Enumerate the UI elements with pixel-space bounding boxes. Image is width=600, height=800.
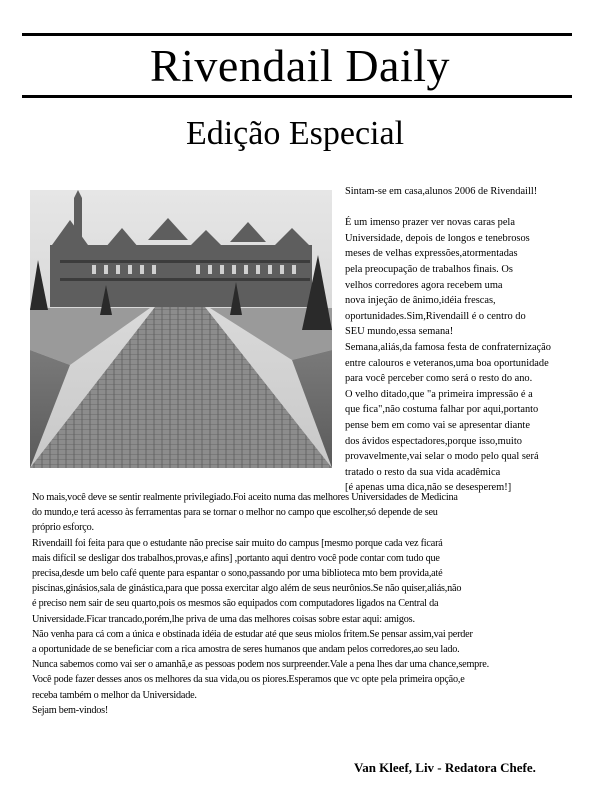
body-line: é preciso nem sair de seu quarto,pois os mesmos são equipados com computadores ligados na Central da [32, 598, 439, 610]
body-line: a oportunidade de se beneficiar com a rica amostra de seres humanos que andam pelos corredores,ao seu lado. [32, 644, 460, 656]
body-line: Nunca sabemos como vai ser o amanhã,e as pessoas podem nos surpreender.Vale a pena lhes dar uma chance,sempre. [32, 659, 489, 671]
intro-line: tratado o resto da sua vida acadêmica [345, 466, 501, 478]
intro-line: velhos corredores agora recebem uma [345, 279, 503, 291]
masthead-top-rule [22, 33, 572, 36]
intro-column [345, 184, 595, 496]
intro-line: [é apenas uma dica,não se desesperem!] [345, 482, 512, 494]
body-line: Rivendaill foi feita para que o estudante não precise sair muito do campus [mesmo porque cada vez ficará [32, 537, 443, 549]
intro-line: SEU mundo,essa semana! [345, 326, 454, 338]
intro-line: que fica",não costuma falhar por aqui,portanto [345, 404, 539, 416]
intro-line: meses de velhas expressões,atormentadas [345, 248, 518, 260]
intro-line: provavelmente,vai selar o modo pelo qual será [345, 451, 539, 463]
body-line: receba também o melhor da Universidade. [32, 689, 197, 701]
intro-line: Universidade, depois de longos e tenebrosos [345, 232, 530, 244]
body-line: mais difícil se desligar dos trabalhos,provas,e afins] ,portanto aqui dentro você pode contar com tudo que [32, 552, 440, 564]
intro-line: O velho ditado,que "a primeira impressão é a [345, 388, 533, 400]
body-line: Sejam bem-vindos! [32, 704, 109, 716]
intro-line: pela preocupação de trabalhos finais. Os [345, 263, 513, 275]
body-line: No mais,você deve se sentir realmente privilegiado.Foi aceito numa das melhores Universidades de Medicina [32, 492, 458, 503]
intro-line: nova injeção de ânimo,idéia frescas, [345, 295, 496, 307]
intro-line: Semana,aliás,da famosa festa de confraternização [345, 341, 551, 353]
intro-line: para você perceber como será o resto do ano. [345, 373, 533, 385]
body-line: precisa,desde um belo café quente para espantar o sono,passando por uma biblioteca mto bem provida,até [32, 568, 443, 580]
body-line: piscinas,ginásios,sala de ginástica,para que possa exercitar algo além de seus neurônios.Se não quiser,aliás,não [32, 583, 462, 595]
intro-line: Sintam-se em casa,alunos 2006 de Rivendaill! [345, 186, 538, 197]
intro-spacer [345, 200, 595, 216]
author-signature: Van Kleef, Liv - Redatora Chefe. [354, 760, 536, 775]
body-line: Universidade.Ficar trancado,porém,lhe priva de uma das melhores coisas sobre estar aqui: amigos. [32, 613, 415, 625]
body-line: Não venha para cá com a única e obstinada idéia de estudar até que seus miolos fritem.Se pensar assim,vai perder [32, 628, 473, 640]
edition-subtitle: Edição Especial [185, 115, 405, 152]
intro-line: oportunidades.Sim,Rivendaill é o centro do [345, 310, 526, 322]
castle-courtyard-photo [30, 190, 332, 468]
intro-line: dos ávidos espectadores,porque isso,muito [345, 435, 522, 447]
body-line: Você pode fazer desses anos os melhores da sua vida,ou os piores.Esperamos que vc opte pela primeira opção,e [32, 674, 465, 686]
intro-line: É um imenso prazer ver novas caras pela [345, 217, 515, 229]
masthead-bottom-rule [22, 95, 572, 98]
body-line: próprio esforço. [32, 522, 94, 534]
intro-line: pense bem em como vai se apresentar diante [345, 419, 530, 431]
article-body [32, 490, 600, 718]
body-line: do mundo,e terá acesso às ferramentas para se tornar o melhor no campo que escolher,só depende de seu [32, 507, 438, 519]
intro-line: entre calouros e veteranos,uma boa oportunidade [345, 357, 549, 369]
masthead-title: Rivendail Daily [149, 40, 451, 91]
